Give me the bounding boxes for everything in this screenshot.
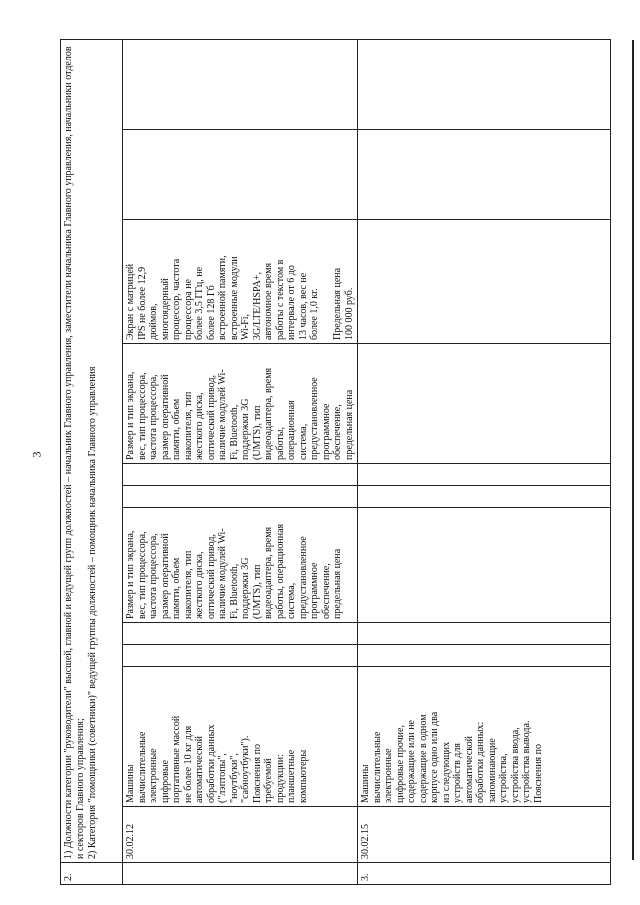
section-3-code: 30.02.15 [358,807,611,863]
section-3-product-name: Машины вычислительные электронные цифровые прочие, содержащие или не содержащие в одном корпусе одно или два из следующих устройств для автоматической обработки данных: запоминающие устройства, устройства ввода, устройства вывода. Пояснения по [358,667,611,807]
document-table-rotated [60,40,580,885]
section-2-empty-d [123,464,358,486]
scan-edge-line [632,40,634,860]
section-3-empty-e [358,464,611,486]
section-2-header-row [61,39,123,884]
section-3-empty-g [358,220,611,344]
section-3-empty-b [358,623,611,645]
section-2-empty-e [123,130,358,220]
section-2-properties-approved: Размер и тип экрана, вес, тип процессора, частота процессора, размер оперативной памяти, объем накопителя, тип жесткого диска, оптический привод, наличие модулей Wi- Fi, Bluetooth, поддержки 3G (UMTS), тип видеоадаптера, время работы, операционная система, предустановленное программное обеспечение, предельная цена [123,508,358,623]
section-3-number: 3. [358,863,611,885]
section-2-empty-num [123,863,358,885]
section-3-empty-d [358,486,611,508]
section-3-empty-f [358,344,611,464]
section-3-data-row [358,39,611,884]
section-3-empty-a [358,645,611,667]
section-2-data-row [123,39,358,884]
section-2-header [61,39,123,862]
section-2-empty-b [123,623,358,645]
section-2-header-line-2: 2) Категория "помощники (советники)" ведущей группы должностей – помощник начальника Главного управления [87,366,98,859]
section-2-empty-a [123,645,358,667]
requirements-table [60,39,611,885]
section-2-number: 2. [61,863,123,885]
section-3-empty-h [358,130,611,220]
section-2-properties-gov: Размер и тип экрана, вес, тип процессора, частота процессора, размер оперативной памяти, объем накопителя, тип жесткого диска, оптический привод, наличие модулей Wi- Fi, Bluetooth, поддержки 3G (UMTS), тип видеоадаптера, время работы, операционная система, предустановленное программное обеспечение, предельная цена [123,344,358,464]
section-2-empty-c [123,486,358,508]
section-2-empty-f [123,39,358,129]
page-number: 3 [29,451,44,458]
section-2-code: 30.02.12 [123,807,358,863]
section-2-product-name: Машины вычислительные электронные цифровые портативные массой не более 10 кг для автоматической обработки данных ("лэптопы", "ноутбуки", "сабноутбуки"). Пояснения по требуемой продукции: планшетные компьютеры [123,667,358,807]
section-3-empty-i [358,39,611,129]
section-2-header-line-1: 1) Должности категории "руководители" высшей, главной и ведущей групп должностей – начальник Главного управления, заместители начальника Главного управления, начальники отделов и секторов Главного управления; [63,46,86,859]
section-2-property-values: Экран с матрицей IPS не более 12,9 дюймов, многоядерный процессор, частота процессора не более 3,5 ГГц, не более 128 Гб встроенной памяти, встроенные модули Wi-Fi, 3G/LTE/HSPA+, автономное время работы с текстом в интервале от 6 до 13 часов, вес не более 1,0 кг. Предельная цена 100 000 руб. [123,220,358,344]
section-3-empty-c [358,508,611,623]
